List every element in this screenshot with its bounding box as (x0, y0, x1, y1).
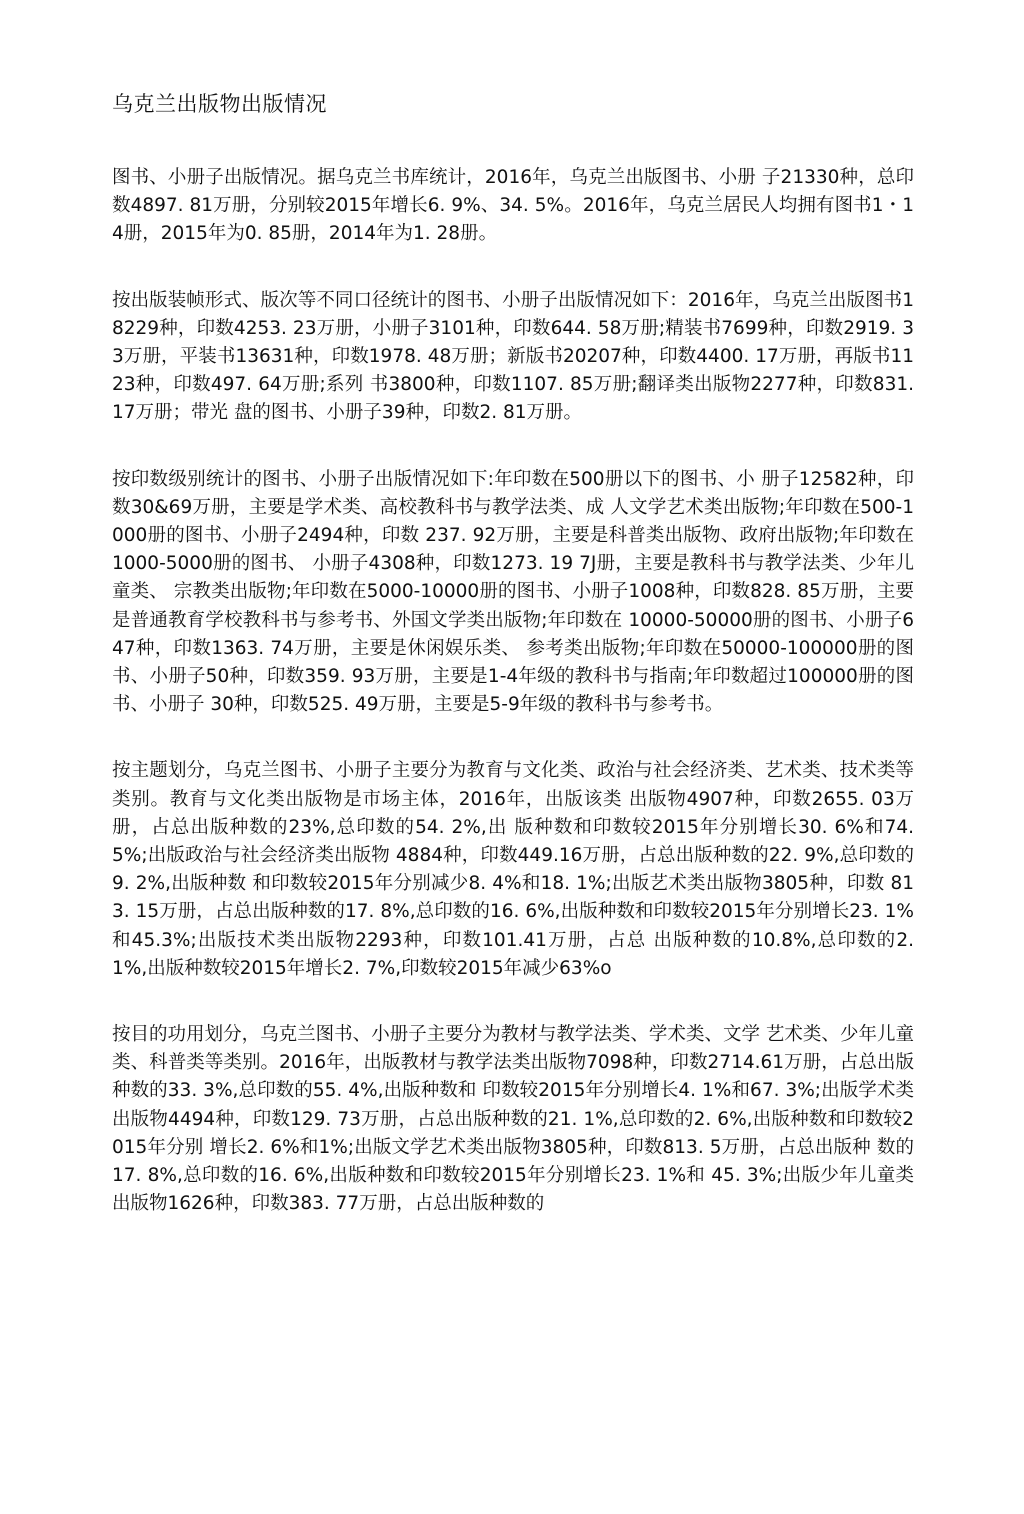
document-title: 乌克兰出版物出版情况 (112, 92, 327, 116)
paragraph-book-overview: 图书、小册子出版情况。据乌克兰书库统计，2016年，乌克兰出版图书、小册 子21330种，总印数4897. 81万册，分别较2015年增长6. 9%、34. 5%。2016年，乌克兰居民人均拥有图书1・14册，2015年为0. 85册，2014年为1. 28册。 (112, 167, 914, 245)
paragraph-purpose-stats: 按目的功用划分，乌克兰图书、小册子主要分为教材与教学法类、学术类、文学 艺术类、少年儿童类、科普类等类别。2016年，出版教材与教学法类出版物7098种，印数2714.61万册，占总出版种数的33. 3%,总印数的55. 4%,出版种数和 印数较2015年分别增长4. 1%和67. 3%;出版学术类出版物4494种，印数129. 73万册，占总出版种数的21. 1%,总印数的2. 6%,出版种数和印数较2015年分别 增长2. 6%和1%;出版文学艺术类出版物3805种，印数813. 5万册，占总出版种 数的17. 8%,总印数的16. 6%,出版种数和印数较2015年分别增长23. 1%和 45. 3%;出版少年儿童类出版物1626种，印数383. 77万册，占总出版种数的 (112, 1024, 914, 1215)
paragraph-print-run-stats: 按印数级别统计的图书、小册子出版情况如下:年印数在500册以下的图书、小 册子12582种，印数30&69万册，主要是学术类、高校教科书与教学法类、成 人文学艺术类出版物;年印数在500-1000册的图书、小册子2494种，印数 237. 92万册，主要是科普类出版物、政府出版物;年印数在1000-5000册的图书、 小册子4308种，印数1273. 19 7J册，主要是教科书与教学法类、少年儿童类、 宗教类出版物;年印数在5000-10000册的图书、小册子1008种，印数828. 85万册，主要是普通教育学校教科书与参考书、外国文学类出版物;年印数在 10000-50000册的图书、小册子647种，印数1363. 74万册，主要是休闲娱乐类、 参考类出版物;年印数在50000-100000册的图书、小册子50种，印数359. 93万册，主要是1-4年级的教科书与指南;年印数超过100000册的图书、小册子 30种，印数525. 49万册，主要是5-9年级的教科书与参考书。 (112, 468, 914, 716)
paragraph-binding-edition-stats: 按出版装帧形式、版次等不同口径统计的图书、小册子出版情况如下：2016年，乌克兰出版图书18229种，印数4253. 23万册，小册子3101种，印数644. 58万册;精装书7699种，印数2919. 33万册，平装书13631种，印数1978. 48万册；新版书20207种，印数4400. 17万册，再版书1123种，印数497. 64万册;系列 书3800种，印数1107. 85万册;翻译类出版物2277种，印数831. 17万册；带光 盘的图书、小册子39种，印数2. 81万册。 (112, 289, 914, 424)
document-page (112, 88, 914, 1257)
paragraph-subject-stats: 按主题划分，乌克兰图书、小册子主要分为教育与文化类、政治与社会经济类、艺术类、技术类等类别。教育与文化类出版物是市场主体，2016年，出版该类 出版物4907种，印数2655. 03万册，占总出版种数的23%,总印数的54. 2%,出 版种数和印数较2015年分别增长30. 6%和74. 5%;出版政治与社会经济类出版物 4884种，印数449.16万册，占总出版种数的22. 9%,总印数的9. 2%,出版种数 和印数较2015年分别减少8. 4%和18. 1%;出版艺术类出版物3805种，印数 813. 15万册，占总出版种数的17. 8%,总印数的16. 6%,出版种数和印数较2015年分别增长23. 1%和45.3%;出版技术类出版物2293种，印数101.41万册，占总 出版种数的10.8%,总印数的2. 1%,出版种数较2015年增长2. 7%,印数较2015年减少63%o (112, 760, 914, 979)
